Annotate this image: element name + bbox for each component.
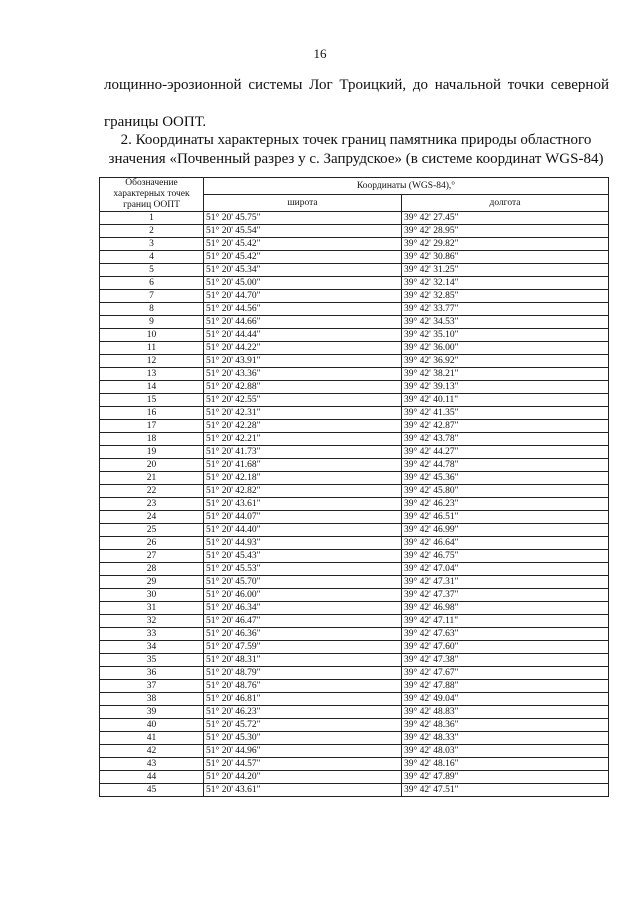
point-number: 44 bbox=[100, 771, 204, 784]
longitude-cell: 39° 42' 45.80" bbox=[401, 485, 608, 498]
page-number: 16 bbox=[313, 46, 327, 61]
table-row bbox=[100, 225, 609, 238]
latitude-cell: 51° 20' 44.66" bbox=[204, 316, 402, 329]
latitude-cell: 51° 20' 42.31" bbox=[204, 407, 402, 420]
latitude-cell: 51° 20' 46.00" bbox=[204, 589, 402, 602]
latitude-cell: 51° 20' 45.43" bbox=[204, 550, 402, 563]
longitude-cell: 39° 42' 47.67" bbox=[401, 667, 608, 680]
latitude-cell: 51° 20' 44.07" bbox=[204, 511, 402, 524]
table-row bbox=[100, 641, 609, 654]
longitude-cell: 39° 42' 42.87" bbox=[401, 420, 608, 433]
point-number: 25 bbox=[100, 524, 204, 537]
longitude-cell: 39° 42' 36.92" bbox=[401, 355, 608, 368]
latitude-cell: 51° 20' 47.59" bbox=[204, 641, 402, 654]
latitude-cell: 51° 20' 45.00" bbox=[204, 277, 402, 290]
section-heading bbox=[100, 131, 612, 169]
longitude-cell: 39° 42' 46.99" bbox=[401, 524, 608, 537]
point-number: 17 bbox=[100, 420, 204, 433]
point-number: 23 bbox=[100, 498, 204, 511]
table-row bbox=[100, 732, 609, 745]
point-number: 18 bbox=[100, 433, 204, 446]
longitude-cell: 39° 42' 33.77" bbox=[401, 303, 608, 316]
table-row bbox=[100, 420, 609, 433]
point-number: 20 bbox=[100, 459, 204, 472]
latitude-cell: 51° 20' 43.61" bbox=[204, 498, 402, 511]
continuation-line-2: границы ООПТ. bbox=[104, 114, 207, 130]
latitude-cell: 51° 20' 45.53" bbox=[204, 563, 402, 576]
longitude-cell: 39° 42' 47.63" bbox=[401, 628, 608, 641]
longitude-cell: 39° 42' 35.10" bbox=[401, 329, 608, 342]
longitude-cell: 39° 42' 48.03" bbox=[401, 745, 608, 758]
point-number: 22 bbox=[100, 485, 204, 498]
table-row bbox=[100, 524, 609, 537]
longitude-cell: 39° 42' 28.95" bbox=[401, 225, 608, 238]
table-row bbox=[100, 550, 609, 563]
latitude-cell: 51° 20' 44.20" bbox=[204, 771, 402, 784]
point-number: 15 bbox=[100, 394, 204, 407]
longitude-cell: 39° 42' 47.37" bbox=[401, 589, 608, 602]
longitude-cell: 39° 42' 44.27" bbox=[401, 446, 608, 459]
latitude-cell: 51° 20' 44.56" bbox=[204, 303, 402, 316]
table-row bbox=[100, 368, 609, 381]
point-number: 39 bbox=[100, 706, 204, 719]
table-row bbox=[100, 719, 609, 732]
table-row bbox=[100, 329, 609, 342]
longitude-cell: 39° 42' 48.83" bbox=[401, 706, 608, 719]
latitude-cell: 51° 20' 46.23" bbox=[204, 706, 402, 719]
latitude-cell: 51° 20' 41.73" bbox=[204, 446, 402, 459]
table-row bbox=[100, 537, 609, 550]
point-number: 1 bbox=[100, 212, 204, 225]
longitude-cell: 39° 42' 32.85" bbox=[401, 290, 608, 303]
longitude-cell: 39° 42' 46.51" bbox=[401, 511, 608, 524]
longitude-cell: 39° 42' 46.23" bbox=[401, 498, 608, 511]
point-number: 40 bbox=[100, 719, 204, 732]
table-row bbox=[100, 511, 609, 524]
table-row bbox=[100, 394, 609, 407]
point-number: 4 bbox=[100, 251, 204, 264]
point-number: 32 bbox=[100, 615, 204, 628]
longitude-cell: 39° 42' 27.45" bbox=[401, 212, 608, 225]
latitude-cell: 51° 20' 44.44" bbox=[204, 329, 402, 342]
table-row bbox=[100, 381, 609, 394]
point-number: 35 bbox=[100, 654, 204, 667]
longitude-cell: 39° 42' 47.89" bbox=[401, 771, 608, 784]
latitude-cell: 51° 20' 44.96" bbox=[204, 745, 402, 758]
longitude-cell: 39° 42' 38.21" bbox=[401, 368, 608, 381]
table-row bbox=[100, 771, 609, 784]
latitude-cell: 51° 20' 46.34" bbox=[204, 602, 402, 615]
table-row bbox=[100, 303, 609, 316]
point-number: 6 bbox=[100, 277, 204, 290]
table-row bbox=[100, 602, 609, 615]
longitude-cell: 39° 42' 46.98" bbox=[401, 602, 608, 615]
table-row bbox=[100, 407, 609, 420]
point-number: 31 bbox=[100, 602, 204, 615]
latitude-cell: 51° 20' 44.93" bbox=[204, 537, 402, 550]
point-number: 16 bbox=[100, 407, 204, 420]
table-row bbox=[100, 342, 609, 355]
longitude-cell: 39° 42' 47.51" bbox=[401, 784, 608, 797]
table-row bbox=[100, 212, 609, 225]
continuation-line-1: лощинно-эрозионной системы Лог Троицкий, до начальной точки северной bbox=[104, 77, 609, 93]
longitude-cell: 39° 42' 45.36" bbox=[401, 472, 608, 485]
section-heading-line-2: значения «Почвенный разрез у с. Запрудское» (в системе координат WGS-84) bbox=[108, 151, 604, 167]
latitude-cell: 51° 20' 45.70" bbox=[204, 576, 402, 589]
longitude-cell: 39° 42' 46.75" bbox=[401, 550, 608, 563]
point-number: 9 bbox=[100, 316, 204, 329]
table-row bbox=[100, 628, 609, 641]
table-row bbox=[100, 251, 609, 264]
table-row bbox=[100, 238, 609, 251]
longitude-cell: 39° 42' 29.82" bbox=[401, 238, 608, 251]
point-number: 38 bbox=[100, 693, 204, 706]
longitude-cell: 39° 42' 40.11" bbox=[401, 394, 608, 407]
table-header-row-1 bbox=[100, 178, 609, 195]
point-number: 29 bbox=[100, 576, 204, 589]
latitude-cell: 51° 20' 42.21" bbox=[204, 433, 402, 446]
latitude-cell: 51° 20' 45.42" bbox=[204, 251, 402, 264]
longitude-cell: 39° 42' 43.78" bbox=[401, 433, 608, 446]
table-row bbox=[100, 264, 609, 277]
point-number: 24 bbox=[100, 511, 204, 524]
point-number: 28 bbox=[100, 563, 204, 576]
point-number: 13 bbox=[100, 368, 204, 381]
table-row bbox=[100, 290, 609, 303]
table-row bbox=[100, 277, 609, 290]
point-number: 45 bbox=[100, 784, 204, 797]
header-latitude: широта bbox=[204, 195, 402, 212]
coordinates-table bbox=[99, 177, 609, 797]
table-row bbox=[100, 316, 609, 329]
table-row bbox=[100, 576, 609, 589]
latitude-cell: 51° 20' 45.34" bbox=[204, 264, 402, 277]
table-row bbox=[100, 472, 609, 485]
latitude-cell: 51° 20' 42.55" bbox=[204, 394, 402, 407]
longitude-cell: 39° 42' 32.14" bbox=[401, 277, 608, 290]
header-longitude: долгота bbox=[401, 195, 608, 212]
latitude-cell: 51° 20' 48.79" bbox=[204, 667, 402, 680]
point-number: 3 bbox=[100, 238, 204, 251]
latitude-cell: 51° 20' 44.70" bbox=[204, 290, 402, 303]
table-row bbox=[100, 446, 609, 459]
latitude-cell: 51° 20' 44.57" bbox=[204, 758, 402, 771]
point-number: 2 bbox=[100, 225, 204, 238]
latitude-cell: 51° 20' 48.76" bbox=[204, 680, 402, 693]
table-row bbox=[100, 680, 609, 693]
point-number: 42 bbox=[100, 745, 204, 758]
longitude-cell: 39° 42' 30.86" bbox=[401, 251, 608, 264]
latitude-cell: 51° 20' 48.31" bbox=[204, 654, 402, 667]
table-row bbox=[100, 654, 609, 667]
latitude-cell: 51° 20' 45.54" bbox=[204, 225, 402, 238]
longitude-cell: 39° 42' 44.78" bbox=[401, 459, 608, 472]
latitude-cell: 51° 20' 43.61" bbox=[204, 784, 402, 797]
point-number: 7 bbox=[100, 290, 204, 303]
point-number: 8 bbox=[100, 303, 204, 316]
longitude-cell: 39° 42' 47.88" bbox=[401, 680, 608, 693]
point-number: 10 bbox=[100, 329, 204, 342]
point-number: 37 bbox=[100, 680, 204, 693]
longitude-cell: 39° 42' 47.11" bbox=[401, 615, 608, 628]
point-number: 19 bbox=[100, 446, 204, 459]
longitude-cell: 39° 42' 49.04" bbox=[401, 693, 608, 706]
table-row bbox=[100, 706, 609, 719]
point-number: 12 bbox=[100, 355, 204, 368]
longitude-cell: 39° 42' 36.00" bbox=[401, 342, 608, 355]
latitude-cell: 51° 20' 45.30" bbox=[204, 732, 402, 745]
point-number: 14 bbox=[100, 381, 204, 394]
latitude-cell: 51° 20' 42.88" bbox=[204, 381, 402, 394]
point-number: 27 bbox=[100, 550, 204, 563]
longitude-cell: 39° 42' 31.25" bbox=[401, 264, 608, 277]
table-row bbox=[100, 615, 609, 628]
table-row bbox=[100, 589, 609, 602]
point-number: 26 bbox=[100, 537, 204, 550]
longitude-cell: 39° 42' 48.36" bbox=[401, 719, 608, 732]
point-number: 36 bbox=[100, 667, 204, 680]
point-number: 34 bbox=[100, 641, 204, 654]
point-number: 21 bbox=[100, 472, 204, 485]
longitude-cell: 39° 42' 34.53" bbox=[401, 316, 608, 329]
latitude-cell: 51° 20' 42.18" bbox=[204, 472, 402, 485]
point-number: 41 bbox=[100, 732, 204, 745]
latitude-cell: 51° 20' 46.47" bbox=[204, 615, 402, 628]
point-number: 33 bbox=[100, 628, 204, 641]
latitude-cell: 51° 20' 44.22" bbox=[204, 342, 402, 355]
point-number: 11 bbox=[100, 342, 204, 355]
section-heading-line-1: 2. Координаты характерных точек границ памятника природы областного bbox=[120, 132, 592, 148]
table-row bbox=[100, 459, 609, 472]
longitude-cell: 39° 42' 47.04" bbox=[401, 563, 608, 576]
longitude-cell: 39° 42' 47.60" bbox=[401, 641, 608, 654]
longitude-cell: 39° 42' 48.33" bbox=[401, 732, 608, 745]
latitude-cell: 51° 20' 43.36" bbox=[204, 368, 402, 381]
latitude-cell: 51° 20' 45.42" bbox=[204, 238, 402, 251]
point-number: 30 bbox=[100, 589, 204, 602]
header-coordinates: Координаты (WGS-84),° bbox=[204, 178, 609, 195]
longitude-cell: 39° 42' 41.35" bbox=[401, 407, 608, 420]
table-row bbox=[100, 563, 609, 576]
table-row bbox=[100, 745, 609, 758]
table-row bbox=[100, 485, 609, 498]
table-row bbox=[100, 433, 609, 446]
latitude-cell: 51° 20' 42.28" bbox=[204, 420, 402, 433]
point-number: 43 bbox=[100, 758, 204, 771]
latitude-cell: 51° 20' 45.72" bbox=[204, 719, 402, 732]
latitude-cell: 51° 20' 42.82" bbox=[204, 485, 402, 498]
longitude-cell: 39° 42' 39.13" bbox=[401, 381, 608, 394]
latitude-cell: 51° 20' 45.75" bbox=[204, 212, 402, 225]
table-row bbox=[100, 498, 609, 511]
table-row bbox=[100, 693, 609, 706]
table-body bbox=[100, 212, 609, 797]
table-row bbox=[100, 667, 609, 680]
longitude-cell: 39° 42' 48.16" bbox=[401, 758, 608, 771]
longitude-cell: 39° 42' 46.64" bbox=[401, 537, 608, 550]
latitude-cell: 51° 20' 46.81" bbox=[204, 693, 402, 706]
latitude-cell: 51° 20' 44.40" bbox=[204, 524, 402, 537]
table-row bbox=[100, 784, 609, 797]
longitude-cell: 39° 42' 47.38" bbox=[401, 654, 608, 667]
table-row bbox=[100, 355, 609, 368]
table-row bbox=[100, 758, 609, 771]
header-point-designation: Обозначение характерных точек границ ООПТ bbox=[100, 178, 204, 212]
latitude-cell: 51° 20' 41.68" bbox=[204, 459, 402, 472]
latitude-cell: 51° 20' 43.91" bbox=[204, 355, 402, 368]
latitude-cell: 51° 20' 46.36" bbox=[204, 628, 402, 641]
longitude-cell: 39° 42' 47.31" bbox=[401, 576, 608, 589]
point-number: 5 bbox=[100, 264, 204, 277]
